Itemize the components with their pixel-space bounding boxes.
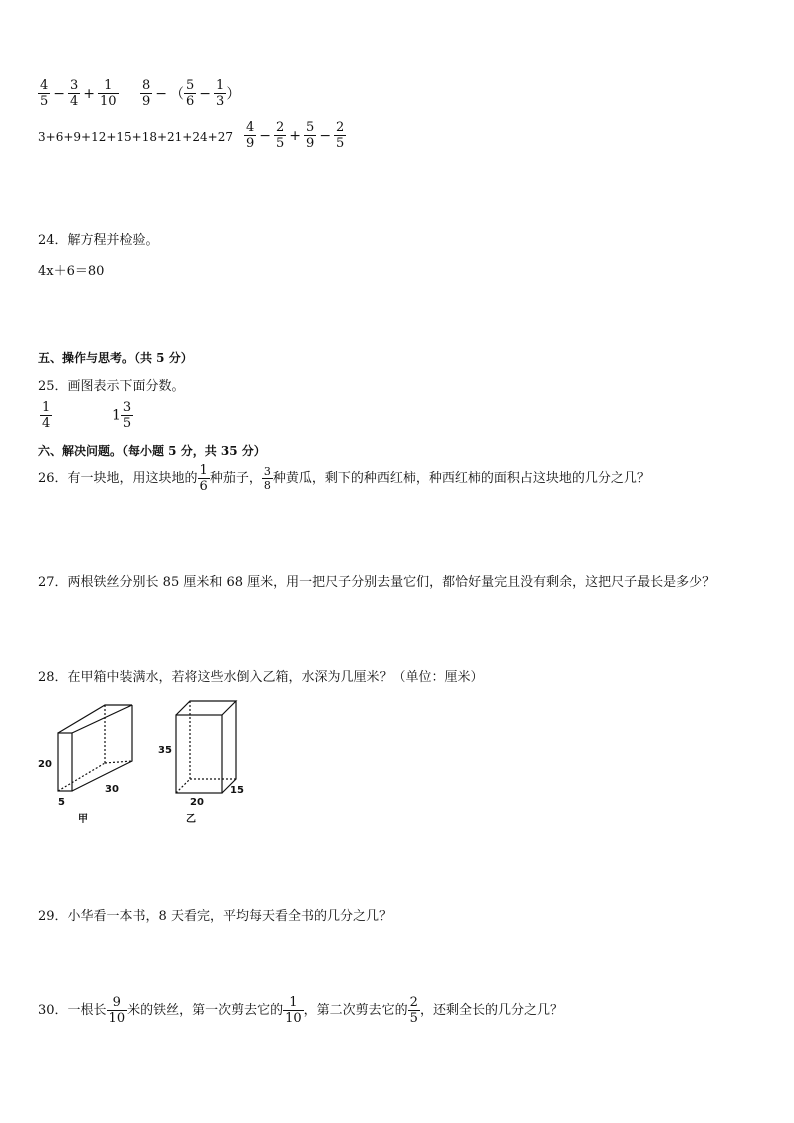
calc-expression-1 — [38, 78, 119, 109]
numerator: 3 — [263, 465, 271, 478]
box-b — [176, 701, 236, 793]
numerator: 3 — [122, 400, 132, 415]
calc-expression-4 — [244, 120, 346, 151]
numerator: 4 — [246, 120, 255, 135]
denominator: 10 — [285, 1011, 302, 1026]
mixed-whole: 1 — [112, 407, 121, 424]
q26-text-3: 种黄瓜，剩下的种西红柿，种西红柿的面积占这块地的几分之几？ — [272, 471, 650, 486]
q30-text-1: 30．一根长 — [38, 1003, 107, 1018]
box-b-name: 乙 — [186, 814, 196, 825]
operator: + — [289, 127, 302, 144]
denominator: 3 — [216, 94, 225, 109]
denominator: 10 — [108, 1011, 126, 1026]
box-a-height-label: 20 — [38, 759, 52, 770]
numerator: 2 — [409, 995, 418, 1010]
fraction — [140, 78, 152, 109]
operator: − — [155, 85, 168, 102]
fraction — [38, 78, 50, 109]
fraction — [107, 995, 128, 1026]
numerator: 4 — [40, 78, 49, 93]
operator: − — [259, 127, 272, 144]
fraction — [408, 995, 420, 1026]
numerator: 2 — [276, 120, 285, 135]
denominator: 5 — [336, 136, 345, 151]
denominator: 6 — [186, 94, 195, 109]
operator: − — [199, 85, 212, 102]
box-b-length-label: 20 — [190, 797, 204, 808]
fraction — [98, 78, 119, 109]
question-26 — [38, 463, 650, 494]
fraction — [40, 400, 52, 431]
fraction — [121, 400, 133, 431]
q30-text-3: ，第二次剪去它的 — [303, 1003, 408, 1018]
box-a-name: 甲 — [78, 814, 88, 825]
numerator: 8 — [142, 78, 151, 93]
question-25-title: 25．画图表示下面分数。 — [38, 379, 185, 394]
fraction — [334, 120, 346, 151]
box-a-length-label: 30 — [105, 784, 119, 795]
fraction — [274, 120, 286, 151]
calc-expression-3: 3+6+9+12+15+18+21+24+27 — [38, 130, 233, 144]
denominator: 5 — [122, 416, 132, 431]
question-24-equation: 4x＋6＝80 — [38, 264, 105, 279]
denominator: 5 — [40, 94, 49, 109]
question-30 — [38, 995, 563, 1026]
fraction — [214, 78, 226, 109]
question-24-title: 24．解方程并检验。 — [38, 233, 159, 248]
denominator: 9 — [142, 94, 151, 109]
denominator: 4 — [42, 416, 51, 431]
operator: − — [319, 127, 332, 144]
fraction — [198, 463, 210, 494]
fraction — [68, 78, 80, 109]
question-28: 28．在甲箱中装满水，若将这些水倒入乙箱，水深为几厘米？（单位：厘米） — [38, 670, 484, 685]
denominator: 6 — [199, 479, 208, 494]
box-b-depth-label: 15 — [230, 785, 244, 796]
denominator: 9 — [306, 136, 315, 151]
numerator: 1 — [199, 463, 208, 478]
numerator: 1 — [216, 78, 225, 93]
numerator: 5 — [306, 120, 315, 135]
numerator: 3 — [70, 78, 79, 93]
q26-text-2: 种茄子， — [209, 471, 262, 486]
fraction — [262, 465, 273, 492]
fraction — [244, 120, 256, 151]
denominator: 5 — [276, 136, 285, 151]
section-6-heading: 六、解决问题。（每小题 5 分，共 35 分） — [38, 444, 266, 458]
q30-text-2: 米的铁丝，第一次剪去它的 — [127, 1003, 284, 1018]
boxes-diagram — [30, 695, 270, 830]
denominator: 4 — [70, 94, 79, 109]
question-25-fraction-1 — [40, 400, 52, 431]
box-a-depth-label: 5 — [58, 797, 65, 808]
numerator: 1 — [283, 995, 304, 1011]
left-paren: （ — [170, 86, 185, 103]
box-a — [58, 705, 132, 791]
right-paren: ） — [226, 86, 241, 103]
numerator: 9 — [107, 995, 128, 1011]
denominator: 9 — [246, 136, 255, 151]
denominator: 10 — [100, 94, 117, 109]
denominator: 8 — [263, 479, 271, 492]
box-b-height-label: 35 — [158, 745, 172, 756]
question-25-mixed-number — [112, 400, 133, 431]
denominator: 5 — [409, 1011, 418, 1026]
fraction — [283, 995, 304, 1026]
numerator: 5 — [186, 78, 195, 93]
numerator: 2 — [336, 120, 345, 135]
section-5-heading: 五、操作与思考。（共 5 分） — [38, 351, 193, 365]
operator: + — [83, 85, 96, 102]
fraction — [304, 120, 316, 151]
fraction — [184, 78, 196, 109]
numerator: 1 — [42, 400, 51, 415]
q26-text-1: 26．有一块地，用这块地的 — [38, 471, 198, 486]
numerator: 1 — [98, 78, 119, 94]
question-27: 27．两根铁丝分别长 85 厘米和 68 厘米，用一把尺子分别去量它们，都恰好量完且没有剩余，这把尺子最长是多少？ — [38, 575, 716, 590]
calc-expression-2 — [140, 78, 240, 109]
question-29: 29．小华看一本书，8 天看完，平均每天看全书的几分之几？ — [38, 909, 392, 924]
q30-text-4: ，还剩全长的几分之几？ — [419, 1003, 563, 1018]
operator: − — [53, 85, 66, 102]
